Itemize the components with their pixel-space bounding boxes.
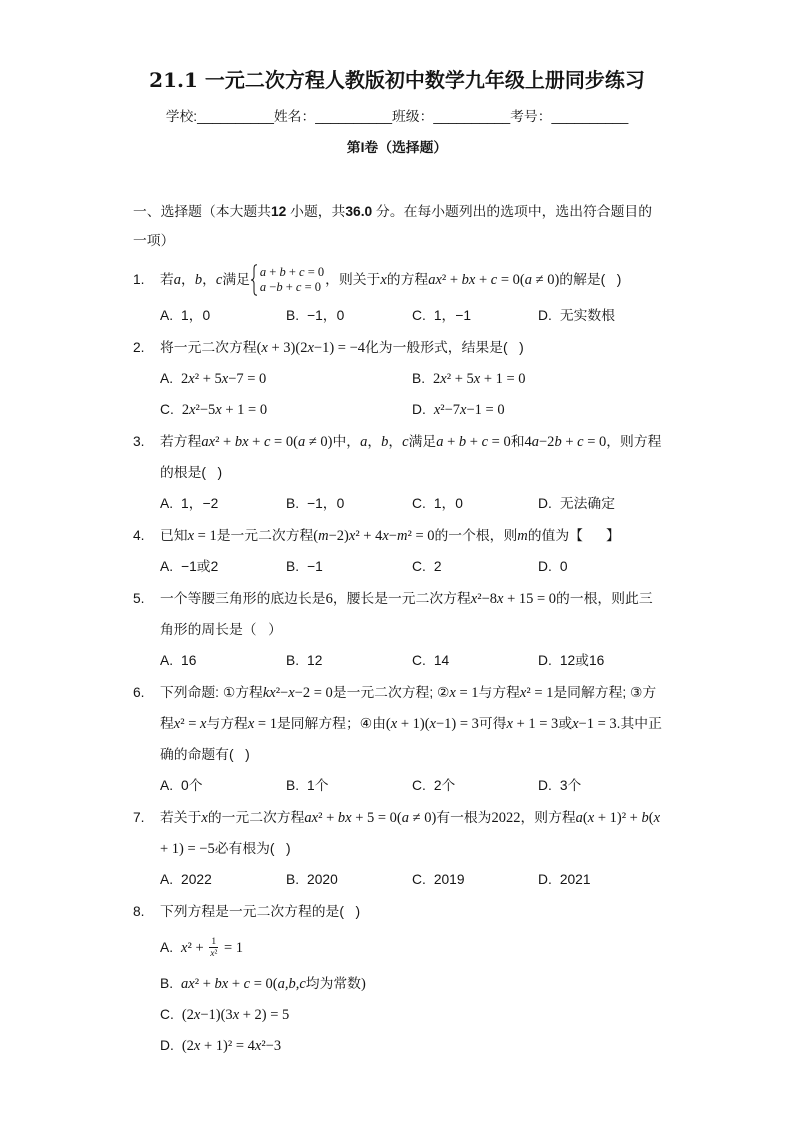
answer-options [160, 645, 664, 676]
option-b [286, 488, 412, 519]
equation-line: a −b + c = 0 [259, 279, 322, 294]
option-label: C. [412, 652, 426, 668]
text-run: −1，0 [307, 307, 345, 323]
question-number: 3. [133, 433, 145, 449]
option-c [412, 864, 538, 895]
worksheet-title: 21.1 一元二次方程人教版初中数学九年级上册同步练习 [149, 68, 645, 92]
text-run: 0个 [181, 777, 203, 793]
text-run: 若方程 [160, 433, 202, 449]
math-expression: a [173, 271, 182, 288]
text-run: 的解是( ) [559, 271, 622, 287]
question-stem [160, 896, 664, 927]
option-label: A. [160, 652, 174, 668]
question-stem [160, 332, 664, 363]
option-text [307, 872, 338, 887]
math-expression: (2x + 1)² = 4x²−3 [181, 1037, 282, 1054]
math-expression: x + 1 = 3 [506, 715, 559, 732]
option-text [182, 1038, 281, 1053]
option-label: B. [286, 777, 300, 793]
text-run: 14 [433, 652, 450, 668]
option-d [538, 300, 664, 331]
math-expression: ax² + bx + c = 0(a ≠ 0) [428, 271, 560, 288]
math-expression: a + b + c = 0 [436, 433, 511, 450]
math-expression: c [402, 433, 409, 450]
math-expression: x = 1 [187, 527, 217, 544]
question-number: 4. [133, 527, 145, 543]
option-label: A. [160, 370, 174, 386]
option-label: B. [286, 871, 300, 887]
option-label: B. [286, 652, 300, 668]
option-label: C. [412, 495, 426, 511]
question-4 [133, 520, 664, 582]
question-number: 2. [133, 339, 145, 355]
option-c [412, 551, 538, 582]
left-brace-icon [250, 264, 258, 296]
option-c [412, 645, 538, 676]
question-number: 8. [133, 903, 145, 919]
question-body [160, 583, 664, 676]
question-stem [160, 677, 664, 770]
equation-system [250, 264, 324, 296]
math-expression: (2x−1)(3x + 2) = 5 [181, 1006, 290, 1023]
text-run: 的值为【 】 [527, 527, 620, 543]
option-a [160, 551, 286, 582]
option-text [560, 872, 591, 887]
math-expression: x−1 = 3 [572, 715, 617, 732]
option-d [538, 488, 664, 519]
math-expression: ax² + bx + 5 = 0(a ≠ 0) [304, 809, 437, 826]
text-run: 1，−1 [433, 307, 472, 323]
question-7 [133, 802, 664, 895]
option-a [160, 363, 412, 394]
text-run: 的方程 [386, 271, 429, 287]
question-1 [133, 259, 664, 331]
option-text [182, 402, 267, 417]
option-label: D. [538, 652, 552, 668]
option-label: B. [286, 558, 300, 574]
section-heading [133, 197, 664, 255]
text-run: 是同解方程; ③方程 [160, 684, 657, 731]
text-run: 1，0 [181, 307, 211, 323]
option-c [412, 488, 538, 519]
option-label: A. [160, 558, 174, 574]
question-section [133, 197, 664, 1061]
math-expression: = 1 [220, 939, 244, 956]
option-label: B. [160, 975, 174, 991]
fraction-numerator: 1 [211, 936, 217, 947]
volume-title: 第I卷（选择题） [346, 140, 448, 155]
answer-options [160, 300, 664, 331]
question-body [160, 332, 664, 425]
school-blank: __________ [197, 109, 274, 124]
option-a [160, 927, 664, 968]
option-text [181, 496, 218, 511]
text-run: 12或16 [559, 652, 605, 668]
question-stem [160, 802, 664, 864]
text-run: 1，−2 [181, 495, 219, 511]
option-label: D. [160, 1037, 174, 1053]
option-label: C. [412, 871, 426, 887]
text-run: 2020 [307, 871, 338, 887]
text-run: 2022 [181, 871, 212, 887]
text-run: 或 [558, 715, 573, 731]
option-text [181, 371, 266, 386]
question-body [160, 520, 664, 582]
math-expression: m [517, 527, 528, 544]
question-5 [133, 583, 664, 676]
option-label: C. [412, 307, 426, 323]
math-expression: x² = 1 [519, 684, 554, 701]
text-run: 1，0 [433, 495, 463, 511]
text-run: 分。在每小题列出的选项中，选出符合题目的一项） [133, 203, 652, 248]
option-b [160, 968, 664, 999]
bold-number: 36.0 [345, 203, 373, 219]
text-run: 化为一般形式，结果是( ) [365, 339, 524, 355]
text-run: ，则方程的根是( ) [160, 433, 662, 480]
option-text [307, 778, 328, 793]
text-run: 将一元二次方程 [160, 339, 257, 355]
math-expression: x = 1 [247, 715, 277, 732]
option-label: A. [160, 307, 174, 323]
math-expression: 6 [325, 590, 333, 607]
option-text [434, 402, 505, 417]
name-blank: __________ [315, 109, 393, 124]
math-expression: kx²−x−2 = 0 [262, 684, 333, 701]
option-d [538, 770, 664, 801]
option-b [412, 363, 664, 394]
text-run: 1个 [307, 777, 329, 793]
option-b [286, 770, 412, 801]
option-text [433, 371, 526, 386]
math-expression: 2x²−5x + 1 = 0 [181, 401, 268, 418]
equation-lines [260, 265, 324, 295]
answer-options [160, 551, 664, 582]
text-run: ，则关于 [325, 271, 381, 287]
math-expression: (m−2)x² + 4x−m² = 0 [313, 527, 435, 544]
text-run: 一个等腰三角形的底边长是 [160, 590, 326, 606]
text-run: −1或2 [181, 558, 219, 574]
text-run: ， [367, 433, 382, 449]
option-text [181, 308, 210, 323]
option-text [182, 1007, 290, 1022]
text-run: 无实数根 [559, 307, 615, 323]
answer-options [160, 363, 664, 425]
text-run: 的一元二次方程 [207, 809, 305, 825]
option-d [538, 645, 664, 676]
option-a [160, 300, 286, 331]
option-d [412, 394, 664, 425]
question-8 [133, 896, 664, 1061]
option-label: D. [538, 495, 552, 511]
math-expression: x [380, 271, 387, 288]
text-run: 2 [433, 558, 442, 574]
math-expression: b [381, 433, 389, 450]
math-expression: (x + 1)(x−1) = 3 [385, 715, 479, 732]
text-run: 下列方程是一元二次方程的是( ) [160, 903, 361, 919]
option-text [307, 559, 323, 574]
option-d [160, 1030, 664, 1061]
option-text [434, 872, 465, 887]
option-b [286, 300, 412, 331]
text-run: .其中正确的命题有( ) [160, 715, 662, 762]
option-label: B. [412, 370, 426, 386]
math-expression: c [215, 271, 223, 288]
question-6 [133, 677, 664, 801]
school-label: 学校: [165, 109, 198, 124]
math-expression: (x + 3)(2x−1) = −4 [256, 339, 366, 356]
text-run: 和 [510, 433, 525, 449]
text-run: ，则方程 [520, 809, 576, 825]
text-run: 满足 [408, 433, 437, 449]
question-3 [133, 426, 664, 519]
text-run: 2个 [433, 777, 456, 793]
answer-options [160, 864, 664, 895]
text-run: 小题，共 [286, 203, 346, 219]
option-b [286, 645, 412, 676]
text-run: 3个 [559, 777, 582, 793]
math-expression: 2x² + 5x−7 = 0 [181, 370, 267, 387]
question-body [160, 802, 664, 895]
option-label: C. [412, 777, 426, 793]
option-label: C. [160, 401, 174, 417]
text-run: 是一元二次方程 [216, 527, 314, 543]
math-expression: x² + [181, 939, 208, 956]
answer-options [160, 488, 664, 519]
question-body [160, 259, 664, 331]
option-label: A. [160, 495, 174, 511]
text-run: 是一元二次方程; ② [332, 684, 450, 700]
text-run: 与方程 [206, 715, 248, 731]
option-label: D. [538, 777, 552, 793]
text-run: −1 [307, 558, 323, 574]
option-b [286, 551, 412, 582]
option-a [160, 488, 286, 519]
text-run: 若 [160, 271, 174, 287]
class-label: 班级： [392, 109, 434, 124]
option-text [181, 559, 218, 574]
option-label: A. [160, 777, 174, 793]
name-label: 姓名： [273, 109, 316, 124]
text-run: 2021 [559, 871, 591, 887]
option-a [160, 645, 286, 676]
option-c [160, 394, 412, 425]
question-stem [160, 259, 664, 300]
math-expression: a [360, 433, 368, 450]
text-run: 16 [181, 652, 197, 668]
option-text [434, 778, 455, 793]
option-label: B. [286, 495, 300, 511]
class-blank: __________ [433, 109, 511, 124]
option-c [412, 770, 538, 801]
option-text [181, 872, 212, 887]
option-c [160, 999, 664, 1030]
option-text [560, 308, 615, 323]
option-text [181, 778, 202, 793]
text-run: −1，0 [307, 495, 345, 511]
text-run: 必有根为( ) [214, 840, 291, 856]
option-c [412, 300, 538, 331]
text-run: ，腰长是一元二次方程 [332, 590, 471, 606]
text-run: 下列命题: ①方程 [160, 684, 263, 700]
option-text [434, 308, 471, 323]
exam-number-blank: __________ [551, 109, 629, 124]
text-run: 可得 [478, 715, 507, 731]
text-run: 中， [332, 433, 361, 449]
question-stem [160, 426, 664, 488]
text-run: 一、选择题（本大题共 [133, 203, 271, 219]
text-run: 的一根，则此三角形的周长是（ ） [160, 590, 653, 637]
option-text [434, 653, 449, 668]
math-expression: x = 1 [449, 684, 479, 701]
text-run: 2019 [433, 871, 465, 887]
math-expression: x²−7x−1 = 0 [433, 401, 505, 418]
option-label: D. [538, 558, 552, 574]
math-expression: 2022 [491, 809, 521, 826]
equation-line: a + b + c = 0 [259, 264, 325, 279]
option-a [160, 864, 286, 895]
text-run: 无法确定 [559, 495, 615, 511]
exam-number-label: 考号： [510, 109, 552, 124]
answer-options [160, 927, 664, 1061]
text-run: 均为常数 [305, 975, 361, 991]
question-body [160, 896, 664, 1061]
text-run: 的一个根，则 [434, 527, 518, 543]
question-number: 5. [133, 590, 145, 606]
student-info-line [0, 103, 794, 131]
option-text [307, 496, 344, 511]
math-expression: a(x + 1)² + b(x + 1) = −5 [160, 809, 664, 857]
math-expression: 4a−2b + c = 0 [524, 433, 607, 450]
option-text [560, 496, 615, 511]
option-text [181, 936, 244, 959]
option-label: D. [538, 871, 552, 887]
option-label: A. [160, 871, 174, 887]
text-run: 满足 [222, 271, 250, 287]
question-stem [160, 583, 664, 645]
option-text [307, 653, 322, 668]
option-text [560, 653, 605, 668]
option-b [286, 864, 412, 895]
text-run: ， [388, 433, 403, 449]
math-expression: 2x² + 5x + 1 = 0 [433, 370, 526, 387]
text-run: ， [181, 271, 195, 287]
option-text [181, 653, 196, 668]
math-expression: x²−8x + 15 = 0 [470, 590, 557, 607]
option-d [538, 551, 664, 582]
math-expression: ax² + bx + c = 0(a,b,c [181, 975, 306, 992]
option-text [560, 778, 581, 793]
option-text [181, 976, 366, 991]
option-d [538, 864, 664, 895]
option-text [307, 308, 344, 323]
text-run: 若关于 [160, 809, 202, 825]
question-number: 6. [133, 684, 145, 700]
text-run: 与方程 [478, 684, 520, 700]
option-a [160, 770, 286, 801]
math-expression: x [201, 809, 208, 826]
text-run: 已知 [160, 527, 188, 543]
question-body [160, 426, 664, 519]
question-stem [160, 520, 664, 551]
option-label: D. [538, 307, 552, 323]
question-number: 7. [133, 809, 145, 825]
question-body [160, 677, 664, 801]
option-label: B. [286, 307, 300, 323]
option-text [434, 559, 442, 574]
question-2 [133, 332, 664, 425]
option-label: C. [412, 558, 426, 574]
math-expression: x² = x [173, 715, 207, 732]
option-label: C. [160, 1006, 174, 1022]
bold-number: 12 [270, 203, 287, 219]
text-run: 0 [559, 558, 568, 574]
fraction [209, 937, 218, 959]
text-run: 有一根为 [436, 809, 492, 825]
option-label: A. [160, 939, 174, 955]
option-text [434, 496, 463, 511]
option-text [560, 559, 568, 574]
math-expression: b [194, 271, 203, 288]
text-run: ， [202, 271, 216, 287]
answer-options [160, 770, 664, 801]
math-expression: ) [360, 975, 366, 992]
math-expression: ax² + bx + c = 0(a ≠ 0) [201, 433, 333, 450]
text-run: 是同解方程；④由 [276, 715, 386, 731]
fraction-denominator: x² [210, 948, 218, 959]
option-label: D. [412, 401, 426, 417]
text-run: 12 [307, 652, 323, 668]
question-number: 1. [133, 271, 145, 287]
